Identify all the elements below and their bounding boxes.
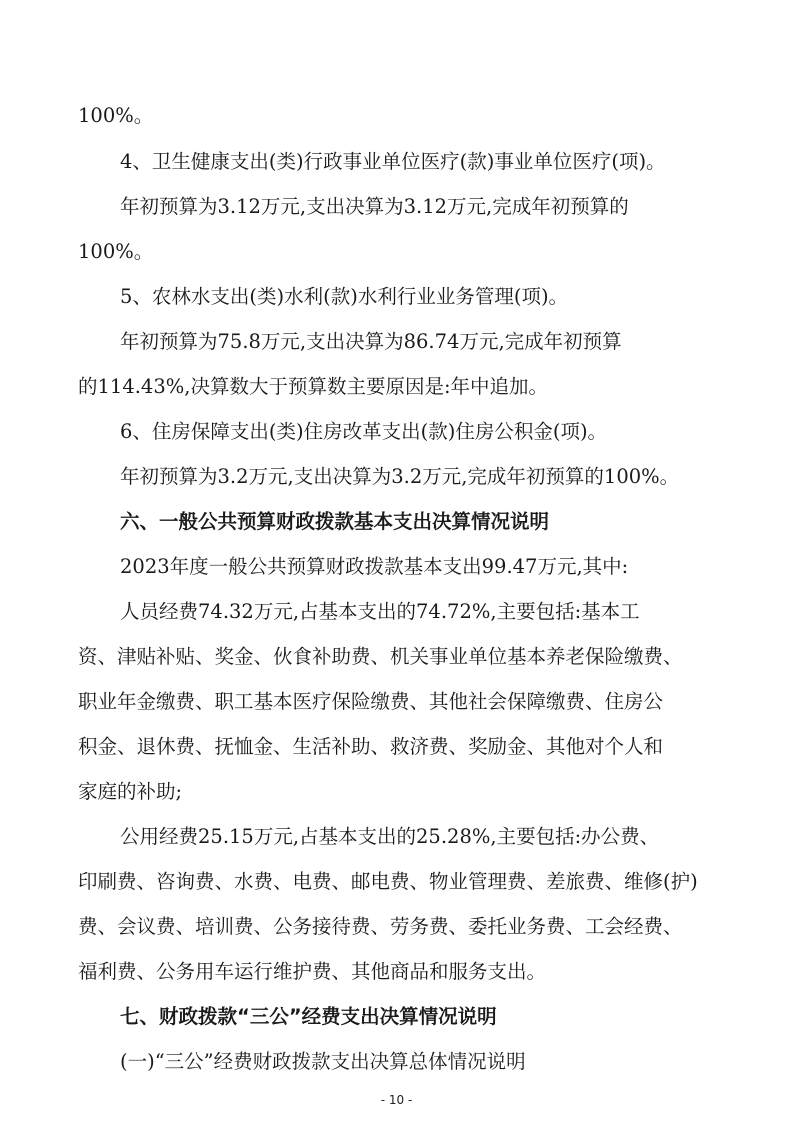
paragraph-line: 100%。	[78, 104, 154, 127]
paragraph-line: 印刷费、咨询费、水费、电费、邮电费、物业管理费、差旅费、维修(护)	[78, 870, 698, 893]
section-heading: 七、财政拨款“三公”经费支出决算情况说明	[120, 1005, 497, 1028]
paragraph-line: 职业年金缴费、职工基本医疗保险缴费、其他社会保障缴费、住房公	[78, 690, 664, 713]
paragraph-line: 年初预算为75.8万元,支出决算为86.74万元,完成年初预算	[120, 330, 622, 353]
paragraph-line: 费、会议费、培训费、公务接待费、劳务费、委托业务费、工会经费、	[78, 915, 683, 938]
subsection-heading: (一)“三公”经费财政拨款支出决算总体情况说明	[120, 1050, 526, 1073]
page-number: - 10 -	[380, 1093, 413, 1107]
paragraph-line: 4、卫生健康支出(类)行政事业单位医疗(款)事业单位医疗(项)。	[120, 150, 666, 173]
paragraph-line: 人员经费74.32万元,占基本支出的74.72%,主要包括:基本工	[120, 600, 640, 623]
paragraph-line: 100%。	[78, 240, 154, 263]
paragraph-line: 家庭的补助;	[78, 780, 183, 803]
section-heading: 六、一般公共预算财政拨款基本支出决算情况说明	[120, 510, 550, 533]
paragraph-line: 5、农林水支出(类)水利(款)水利行业业务管理(项)。	[120, 285, 569, 308]
paragraph-line: 年初预算为3.2万元,支出决算为3.2万元,完成年初预算的100%。	[120, 465, 680, 488]
paragraph-line: 6、住房保障支出(类)住房改革支出(款)住房公积金(项)。	[120, 420, 608, 443]
paragraph-line: 年初预算为3.12万元,支出决算为3.12万元,完成年初预算的	[120, 195, 629, 218]
paragraph-line: 公用经费25.15万元,占基本支出的25.28%,主要包括:办公费、	[120, 825, 660, 848]
paragraph-line: 2023年度一般公共预算财政拨款基本支出99.47万元,其中:	[120, 555, 629, 578]
paragraph-line: 积金、退休费、抚恤金、生活补助、救济费、奖励金、其他对个人和	[78, 735, 664, 758]
paragraph-line: 福利费、公务用车运行维护费、其他商品和服务支出。	[78, 960, 547, 983]
paragraph-line: 资、津贴补贴、奖金、伙食补助费、机关事业单位基本养老保险缴费、	[78, 645, 683, 668]
paragraph-line: 的114.43%,决算数大于预算数主要原因是:年中追加。	[78, 375, 549, 398]
